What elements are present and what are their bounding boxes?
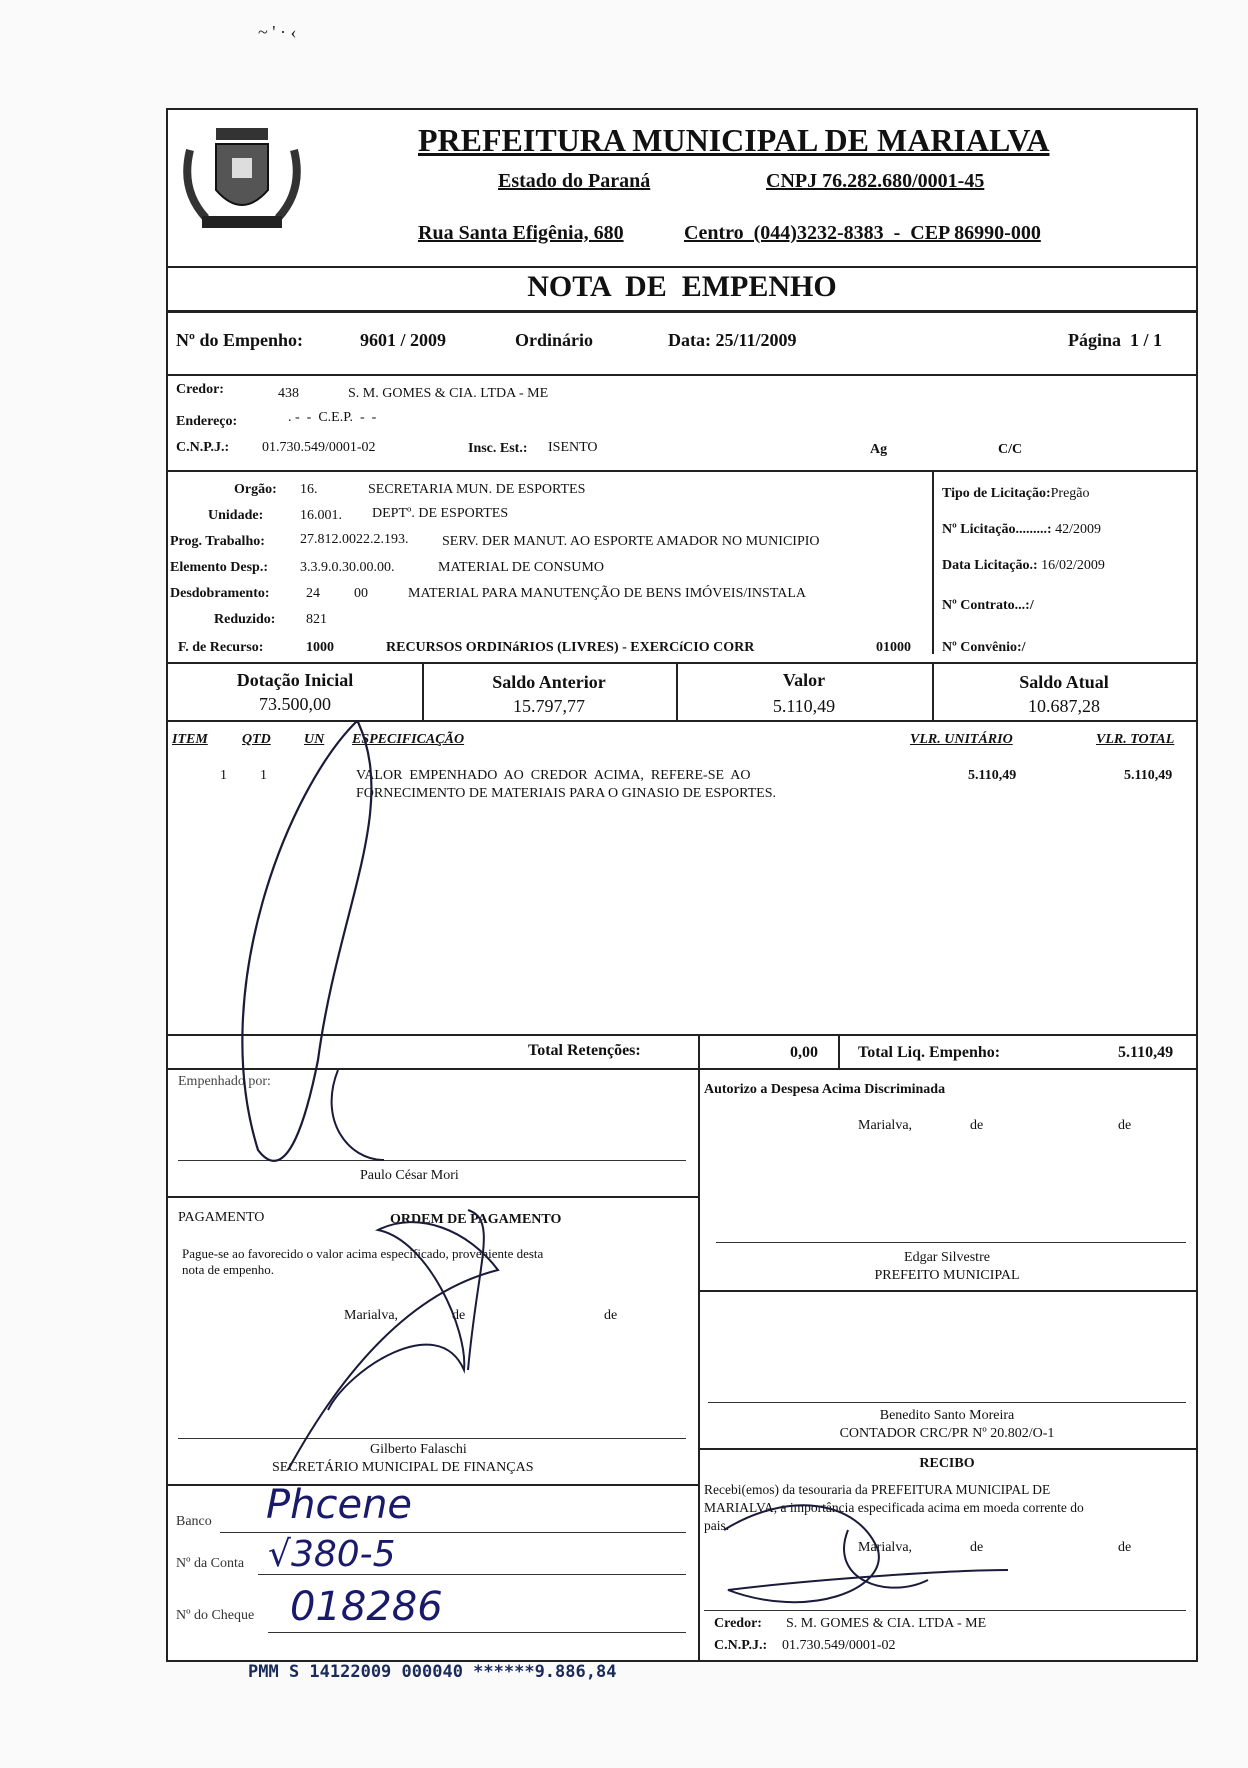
ret-value: 0,00: [790, 1044, 818, 1061]
dotacao-value: 73.500,00: [259, 694, 331, 714]
dotacao-label: Dotação Inicial: [236, 670, 354, 690]
anterior-value: 15.797,77: [513, 696, 585, 716]
prog-name: SERV. DER MANUT. AO ESPORTE AMADOR NO MUNICIPIO: [442, 534, 820, 549]
cheque-handwritten: 018286: [290, 1584, 443, 1630]
data-licitacao: Data Licitação.: 16/02/2009: [942, 558, 1105, 573]
cnpj-value: 01.730.549/0001-02: [262, 440, 376, 455]
nota-de-empenho-form: [166, 108, 1198, 1662]
atual-value: 10.687,28: [1028, 696, 1100, 716]
recibo-line-2: MARIALVA, a importância especificada acima em moeda corrente do: [704, 1500, 1084, 1515]
insc-label: Insc. Est.:: [468, 441, 528, 456]
credor-name: S. M. GOMES & CIA. LTDA - ME: [348, 386, 549, 401]
recibo-title: RECIBO: [919, 1456, 975, 1471]
empenho-date: Data: 25/11/2009: [668, 330, 797, 350]
pague-line-2: nota de empenho.: [182, 1262, 275, 1277]
banco-handwritten: Phcene: [266, 1482, 413, 1528]
pagamento-de-1: de: [452, 1308, 466, 1323]
row-unit: 5.110,49: [968, 768, 1017, 783]
liq-label: Total Liq. Empenho:: [858, 1044, 1001, 1061]
autorizo-marialva: Marialva,: [858, 1118, 913, 1133]
edgar-title: PREFEITO MUNICIPAL: [874, 1268, 1020, 1283]
recibo-cnpj-label: C.N.P.J.:: [714, 1638, 768, 1653]
recurso-num: 01000: [876, 640, 911, 655]
anterior-label: Saldo Anterior: [492, 672, 606, 692]
unidade-name: DEPTº. DE ESPORTES: [372, 506, 509, 521]
col-qtd: QTD: [242, 732, 271, 747]
desdob-label: Desdobramento:: [170, 586, 270, 601]
credor-label: Credor:: [176, 382, 224, 397]
recurso-label: F. de Recurso:: [178, 640, 264, 655]
header-state: Estado do Paraná: [498, 170, 651, 192]
ag-label: Ag: [870, 442, 888, 457]
ordem-pagamento-label: ORDEM DE PAGAMENTO: [390, 1212, 562, 1227]
cnpj-label: C.N.P.J.:: [176, 440, 230, 455]
num-licitacao: Nº Licitação.........: 42/2009: [942, 522, 1101, 537]
unidade-label: Unidade:: [208, 508, 264, 523]
col-item: ITEM: [172, 732, 208, 747]
col-vlr-unitario: VLR. UNITÁRIO: [910, 732, 1013, 747]
recibo-de-2: de: [1118, 1540, 1132, 1555]
ret-label: Total Retenções:: [528, 1042, 641, 1059]
col-un: UN: [304, 732, 325, 747]
orgao-name: SECRETARIA MUN. DE ESPORTES: [368, 482, 586, 497]
pagamento-marialva: Marialva,: [344, 1308, 399, 1323]
recibo-de-1: de: [970, 1540, 984, 1555]
atual-label: Saldo Atual: [1019, 672, 1109, 692]
header-address: Rua Santa Efigênia, 680: [418, 222, 624, 244]
empenho-type: Ordinário: [515, 330, 594, 350]
recibo-credor-label: Credor:: [714, 1616, 762, 1631]
recibo-line-3: pais.: [704, 1518, 730, 1533]
desdob-name: MATERIAL PARA MANUTENÇÃO DE BENS IMÓVEIS/INSTALA: [408, 586, 807, 601]
cheque-label: Nº do Cheque: [176, 1608, 255, 1623]
prog-code: 27.812.0022.2.193.: [300, 532, 409, 547]
header-address-rest: Centro (044)3232-8383 - CEP 86990-000: [684, 222, 1041, 244]
row-item: 1: [220, 768, 227, 783]
elemento-label: Elemento Desp.:: [170, 560, 268, 575]
scan-marks-icon: ~ ' · ‹: [258, 22, 297, 42]
insc-value: ISENTO: [548, 440, 598, 455]
liq-value: 5.110,49: [1118, 1044, 1174, 1061]
row-total: 5.110,49: [1124, 768, 1173, 783]
conta-label: Nº da Conta: [176, 1556, 245, 1571]
gilberto-title: SECRETÁRIO MUNICIPAL DE FINANÇAS: [272, 1460, 534, 1475]
empenhado-label: Empenhado por:: [178, 1074, 271, 1089]
reduzido-label: Reduzido:: [214, 612, 276, 627]
pague-line-1: Pague-se ao favorecido o valor acima especificado, proveniente desta: [182, 1246, 544, 1261]
empenho-page: Página 1 / 1: [1068, 330, 1163, 350]
banco-label: Banco: [176, 1514, 212, 1529]
coat-of-arms-icon: [176, 120, 308, 238]
benedito-name: Benedito Santo Moreira: [879, 1408, 1015, 1423]
empenho-number: 9601 / 2009: [360, 330, 447, 350]
conta-handwritten: √380-5: [268, 1534, 396, 1575]
convenio: Nº Convênio:/: [942, 640, 1026, 655]
desdob-code: 24: [306, 586, 320, 601]
header-title: PREFEITURA MUNICIPAL DE MARIALVA: [418, 122, 1050, 158]
valor-value: 5.110,49: [772, 696, 836, 716]
endereco-label: Endereço:: [176, 414, 238, 429]
valor-label: Valor: [782, 670, 826, 690]
gilberto-name: Gilberto Falaschi: [370, 1442, 467, 1457]
header-cnpj: CNPJ 76.282.680/0001-45: [766, 170, 985, 192]
col-especificacao: ESPECIFICAÇÃO: [352, 732, 465, 747]
pagamento-label: PAGAMENTO: [178, 1210, 265, 1225]
reduzido-value: 821: [306, 612, 327, 627]
edgar-name: Edgar Silvestre: [904, 1250, 990, 1265]
autorizo-de-1: de: [970, 1118, 984, 1133]
autorizo-de-2: de: [1118, 1118, 1132, 1133]
recurso-name: RECURSOS ORDINáRIOS (LIVRES) - EXERCíCIO CORR: [386, 640, 755, 655]
doc-title: NOTA DE EMPENHO: [527, 270, 837, 303]
cc-label: C/C: [998, 442, 1023, 457]
desdob-sub: 00: [354, 586, 368, 601]
prog-label: Prog. Trabalho:: [170, 534, 265, 549]
endereco-value: . - - C.E.P. - -: [288, 410, 377, 425]
benedito-title: CONTADOR CRC/PR Nº 20.802/O-1: [839, 1426, 1055, 1441]
contrato: Nº Contrato...:/: [942, 598, 1034, 613]
row-qtd: 1: [260, 768, 267, 783]
row-desc-2: FORNECIMENTO DE MATERIAIS PARA O GINASIO DE ESPORTES.: [356, 786, 776, 801]
orgao-code: 16.: [300, 482, 318, 497]
recurso-code: 1000: [306, 640, 334, 655]
pagamento-de-2: de: [604, 1308, 618, 1323]
row-desc-1: VALOR EMPENHADO AO CREDOR ACIMA, REFERE-SE AO: [356, 768, 751, 783]
col-vlr-total: VLR. TOTAL: [1096, 732, 1175, 747]
elemento-name: MATERIAL DE CONSUMO: [438, 560, 604, 575]
unidade-code: 16.001.: [300, 508, 342, 523]
orgao-label: Orgão:: [234, 482, 277, 497]
footer-stamp: PMM S 14122009 000040 ******9.886,84: [248, 1662, 617, 1682]
tipo-licitacao-label: Tipo de Licitação:Pregão: [942, 486, 1090, 501]
credor-code: 438: [278, 386, 299, 401]
recibo-marialva: Marialva,: [858, 1540, 913, 1555]
recibo-line-1: Recebi(emos) da tesouraria da PREFEITURA MUNICIPAL DE: [704, 1482, 1051, 1497]
autorizo-label: Autorizo a Despesa Acima Discriminada: [704, 1082, 946, 1097]
recibo-cnpj: 01.730.549/0001-02: [782, 1638, 896, 1653]
empenho-label: Nº do Empenho:: [176, 330, 303, 350]
recibo-credor: S. M. GOMES & CIA. LTDA - ME: [786, 1616, 987, 1631]
elemento-code: 3.3.9.0.30.00.00.: [300, 560, 395, 575]
empenhado-name: Paulo César Mori: [360, 1168, 459, 1183]
